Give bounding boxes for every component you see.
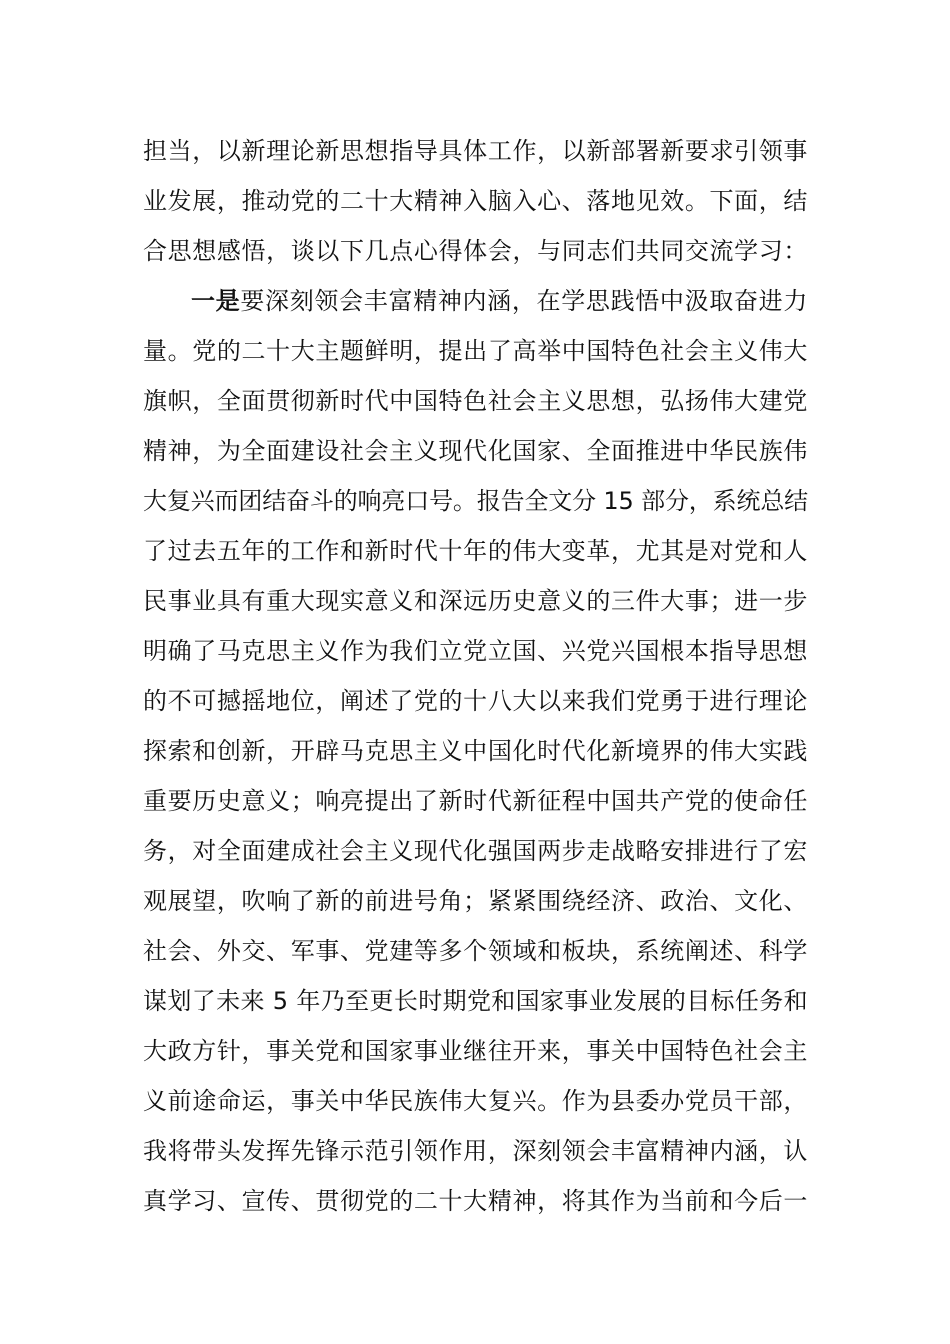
text-line: 明确了马克思主义作为我们立党立国、兴党兴国根本指导思想 [143,637,808,665]
paragraph-heading-text: 要深刻领会丰富精神内涵，在学思践悟中汲取奋进力 [240,287,808,315]
text-line: 社会、外交、军事、党建等多个领域和板块，系统阐述、科学 [143,937,808,965]
text-line: 担当，以新理论新思想指导具体工作，以新部署新要求引领事 [143,137,808,165]
body-text [143,126,808,1226]
text-line: 务，对全面建成社会主义现代化强国两步走战略安排进行了宏 [143,837,808,865]
text-line: 大复兴而团结奋斗的响亮口号。报告全文分 15 部分，系统总结 [143,487,808,515]
text-line: 重要历史意义；响亮提出了新时代新征程中国共产党的使命任 [143,787,808,815]
text-line: 旗帜，全面贯彻新时代中国特色社会主义思想，弘扬伟大建党 [143,387,808,415]
paragraph-first-line [143,276,808,326]
text-line: 真学习、宣传、贯彻党的二十大精神，将其作为当前和今后一 [143,1187,808,1215]
text-line: 民事业具有重大现实意义和深远历史意义的三件大事；进一步 [143,587,808,615]
text-line: 合思想感悟，谈以下几点心得体会，与同志们共同交流学习： [143,237,808,265]
text-line: 量。党的二十大主题鲜明，提出了高举中国特色社会主义伟大 [143,337,808,365]
text-line: 业发展，推动党的二十大精神入脑入心、落地见效。下面，结 [143,187,808,215]
text-line: 探索和创新，开辟马克思主义中国化时代化新境界的伟大实践 [143,737,808,765]
text-line: 义前途命运，事关中华民族伟大复兴。作为县委办党员干部， [143,1087,808,1115]
text-line: 的不可撼摇地位，阐述了党的十八大以来我们党勇于进行理论 [143,687,808,715]
point-marker: 一是 [191,287,241,315]
text-line: 谋划了未来 5 年乃至更长时期党和国家事业发展的目标任务和 [143,987,808,1015]
text-line: 我将带头发挥先锋示范引领作用，深刻领会丰富精神内涵，认 [143,1137,808,1165]
text-line: 大政方针，事关党和国家事业继往开来，事关中国特色社会主 [143,1037,808,1065]
text-line: 了过去五年的工作和新时代十年的伟大变革，尤其是对党和人 [143,537,808,565]
text-line: 精神，为全面建设社会主义现代化国家、全面推进中华民族伟 [143,437,808,465]
text-line: 观展望，吹响了新的前进号角；紧紧围绕经济、政治、文化、 [143,887,808,915]
